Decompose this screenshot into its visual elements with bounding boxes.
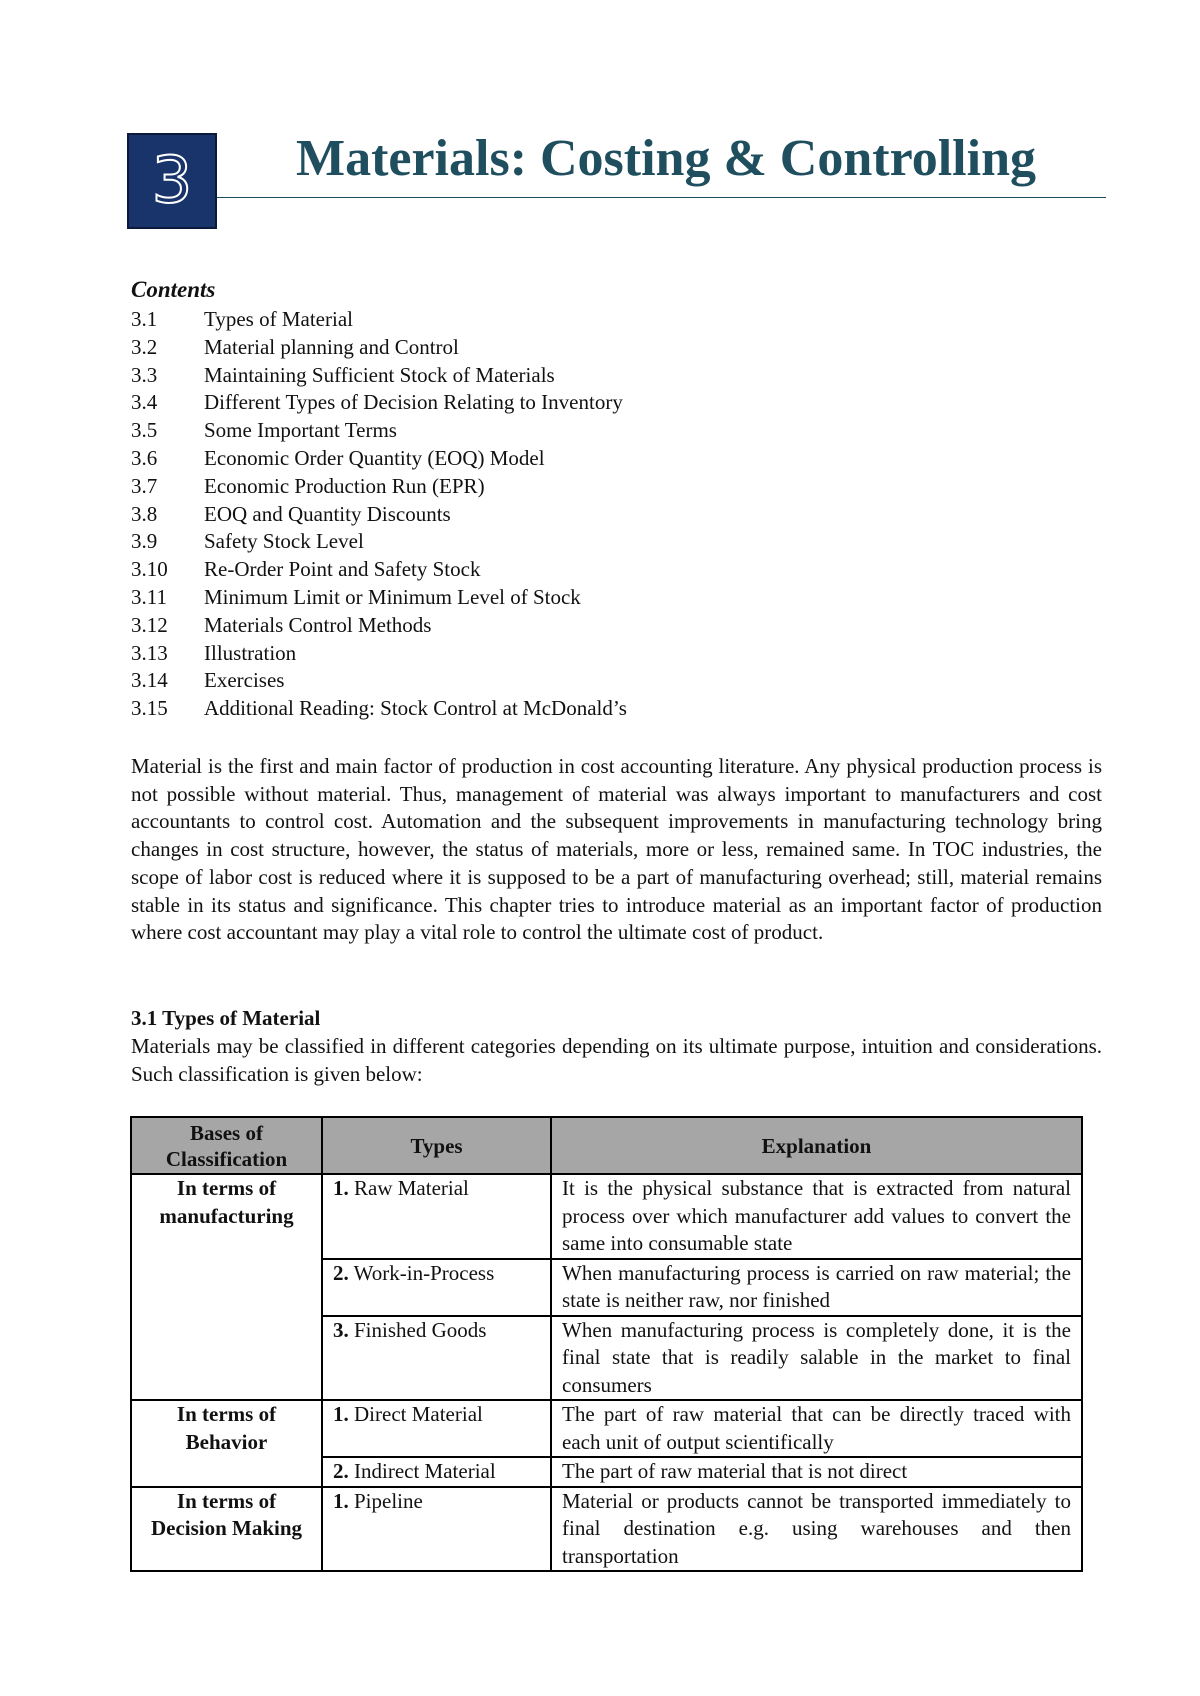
contents-item (131, 417, 627, 445)
type-label: Direct Material (354, 1402, 483, 1426)
contents-item-title: Materials Control Methods (204, 612, 432, 637)
contents-item (131, 445, 627, 473)
contents-heading: Contents (131, 277, 216, 302)
contents-item-title: Safety Stock Level (204, 529, 364, 554)
type-label: Indirect Material (354, 1459, 496, 1483)
contents-item (131, 584, 627, 612)
classification-table (130, 1116, 1083, 1572)
chapter-title: Materials: Costing & Controlling (296, 130, 1036, 187)
explanation-cell: When manufacturing process is completely done, it is the final state that is readily salable in the market to final consumers (551, 1316, 1082, 1401)
contents-item (131, 556, 627, 584)
contents-item-number: 3.11 (131, 584, 167, 609)
contents-item-title: Maintaining Sufficient Stock of Materials (204, 362, 555, 387)
type-cell (322, 1259, 551, 1316)
type-number: 2. (333, 1459, 349, 1483)
header-explanation: Explanation (551, 1117, 1082, 1174)
explanation-cell: The part of raw material that can be directly traced with each unit of output scientifically (551, 1400, 1082, 1457)
header-bases: Bases of Classification (131, 1117, 322, 1174)
type-label: Pipeline (354, 1488, 423, 1513)
table-header-row (131, 1117, 1082, 1174)
type-cell (322, 1487, 551, 1572)
contents-item-number: 3.8 (131, 501, 158, 526)
type-label: Finished Goods (354, 1317, 487, 1342)
header-types: Types (322, 1117, 551, 1174)
contents-item (131, 306, 627, 334)
type-number: 1. (333, 1402, 349, 1426)
type-cell (322, 1174, 551, 1259)
type-number: 1. (333, 1488, 349, 1513)
contents-item-number: 3.13 (131, 640, 168, 665)
contents-item-title: EOQ and Quantity Discounts (204, 501, 451, 526)
contents-item (131, 362, 627, 390)
contents-item (131, 640, 627, 668)
contents-item-title: Minimum Limit or Minimum Level of Stock (204, 584, 581, 609)
title-underline (217, 197, 1106, 198)
contents-item-title: Economic Production Run (EPR) (204, 473, 485, 498)
contents-item-title: Illustration (204, 640, 297, 665)
contents-item-number: 3.4 (131, 390, 158, 415)
contents-item-number: 3.7 (131, 473, 158, 498)
type-cell (322, 1457, 551, 1487)
contents-item-title: Re-Order Point and Safety Stock (204, 557, 481, 582)
table-row (131, 1400, 1082, 1457)
contents-item (131, 695, 627, 723)
contents-item (131, 528, 627, 556)
contents-item-title: Different Types of Decision Relating to Inventory (204, 390, 623, 415)
contents-item-number: 3.14 (131, 668, 168, 693)
contents-item-number: 3.2 (131, 334, 158, 359)
contents-list (131, 306, 627, 723)
contents-item-number: 3.6 (131, 445, 158, 470)
section-paragraph: Materials may be classified in different categories depending on its ultimate purpose, intuition and considerations. Such classification is given below: (131, 1034, 1102, 1086)
contents-item (131, 334, 627, 362)
contents-item-title: Economic Order Quantity (EOQ) Model (204, 445, 545, 470)
contents-item-number: 3.15 (131, 696, 168, 721)
type-number: 1. (333, 1176, 349, 1200)
contents-item-number: 3.3 (131, 362, 158, 387)
type-number: 2. (333, 1260, 349, 1285)
chapter-number-box (127, 133, 217, 229)
contents-item (131, 667, 627, 695)
contents-item-title: Exercises (204, 668, 285, 693)
table-row (131, 1487, 1082, 1572)
base-cell: In terms of Behavior (131, 1400, 322, 1487)
contents-item-title: Some Important Terms (204, 418, 397, 443)
explanation-cell: When manufacturing process is carried on raw material; the state is neither raw, nor finished (551, 1259, 1082, 1316)
type-cell (322, 1316, 551, 1401)
contents-item-number: 3.1 (131, 307, 158, 331)
intro-paragraph: Material is the first and main factor of production in cost accounting literature. Any physical production process is not possible without material. Thus, management of material was always important to manufacturers and cost accountants to control cost. Automation and the subsequent improvements in manufacturing technology bring changes in cost structure, however, the status of materials, more or less, remained same. In TOC industries, the scope of labor cost is reduced where it is supposed to be a part of manufacturing overhead; still, material remains stable in its status and significance. This chapter tries to introduce material as an important factor of production where cost accountant may play a vital role to control the ultimate cost of product. (131, 754, 1102, 945)
base-cell: In terms of Decision Making (131, 1487, 322, 1572)
contents-item (131, 501, 627, 529)
contents-item-title: Material planning and Control (204, 334, 459, 359)
explanation-cell: Material or products cannot be transported immediately to final destination e.g. using warehouses and then transportation (551, 1487, 1082, 1572)
contents-item (131, 473, 627, 501)
contents-item (131, 389, 627, 417)
contents-item-title: Types of Material (204, 307, 353, 331)
table-row (131, 1174, 1082, 1259)
contents-item-title: Additional Reading: Stock Control at McDonald’s (204, 696, 627, 721)
contents-item-number: 3.5 (131, 418, 158, 443)
contents-item (131, 612, 627, 640)
chapter-number: 3 (151, 144, 193, 218)
type-number: 3. (333, 1317, 349, 1342)
explanation-cell: It is the physical substance that is extracted from natural process over which manufacturer add values to convert the same into consumable state (551, 1174, 1082, 1259)
contents-item-number: 3.12 (131, 612, 168, 637)
section-heading: 3.1 Types of Material (131, 1006, 321, 1030)
type-label: Work-in-Process (353, 1260, 495, 1285)
base-cell: In terms of manufacturing (131, 1174, 322, 1400)
type-cell (322, 1400, 551, 1457)
explanation-cell: The part of raw material that is not direct (551, 1457, 1082, 1487)
contents-item-number: 3.10 (131, 557, 168, 582)
contents-item-number: 3.9 (131, 529, 158, 554)
type-label: Raw Material (354, 1176, 469, 1200)
